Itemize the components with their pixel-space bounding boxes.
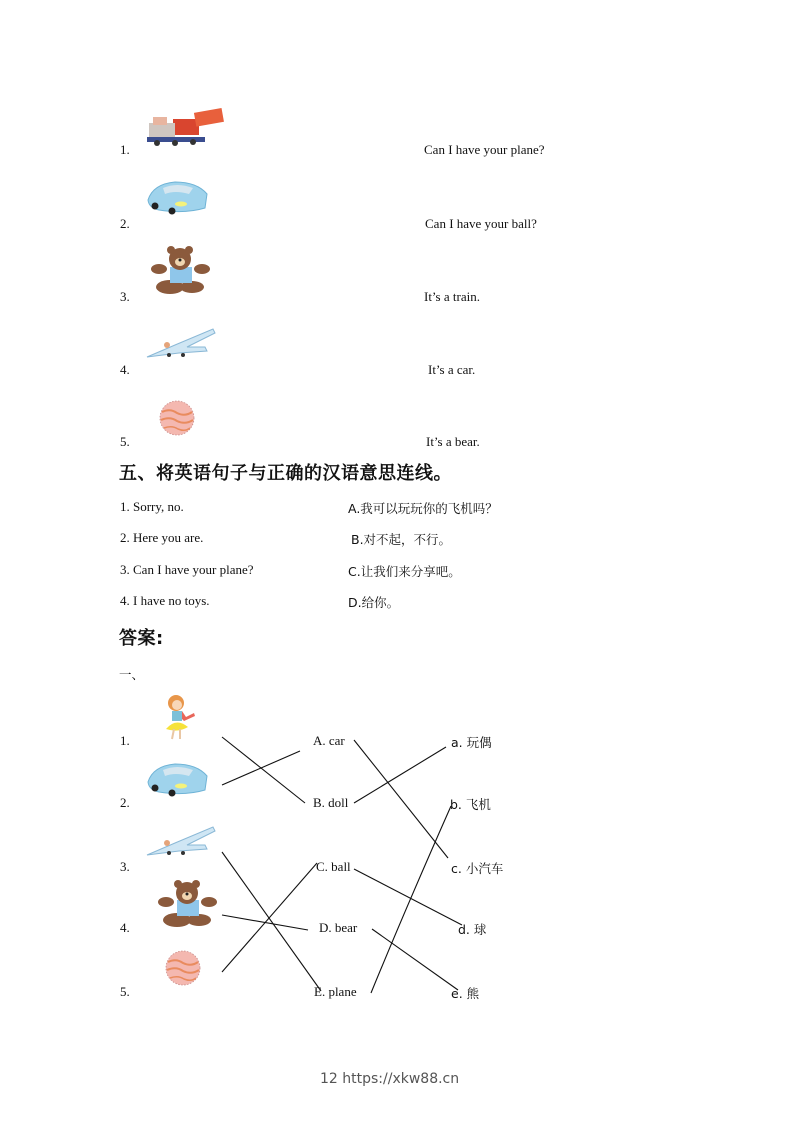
line-3-to-E xyxy=(222,852,321,991)
sentence: It’s a bear. xyxy=(426,434,480,449)
chinese-meaning: D.给你。 xyxy=(348,595,400,610)
item-number: 4. xyxy=(120,362,130,377)
plane-icon xyxy=(145,825,217,859)
car-icon xyxy=(145,178,211,216)
chinese-word: a. 玩偶 xyxy=(451,735,492,750)
answers-title: 答案: xyxy=(119,628,164,649)
answer-number: 4. xyxy=(120,920,130,935)
line-C-to-d xyxy=(354,869,462,925)
line-E-to-b xyxy=(371,806,451,993)
chinese-word: c. 小汽车 xyxy=(451,861,504,876)
sentence: Can I have your plane? xyxy=(424,142,545,157)
english-sentence: 2. Here you are. xyxy=(120,530,204,545)
chinese-word: b. 飞机 xyxy=(450,797,491,812)
ball-icon xyxy=(164,950,202,986)
english-sentence: 4. I have no toys. xyxy=(120,593,210,608)
english-word: A. car xyxy=(313,733,345,748)
plane-icon xyxy=(145,327,217,361)
english-word: E. plane xyxy=(314,984,357,999)
english-word: D. bear xyxy=(319,920,358,935)
chinese-word: d. 球 xyxy=(458,922,487,937)
line-4-to-D xyxy=(222,915,308,930)
bear-icon xyxy=(157,880,217,928)
sentence: Can I have your ball? xyxy=(425,216,537,231)
line-A-to-c xyxy=(354,740,448,858)
chinese-meaning: A.我可以玩玩你的飞机吗？ xyxy=(348,501,498,516)
sentence: It’s a car. xyxy=(428,362,476,377)
item-number: 5. xyxy=(120,434,130,449)
line-2-to-A xyxy=(222,751,300,785)
english-sentence: 3. Can I have your plane? xyxy=(120,562,254,577)
line-D-to-e xyxy=(372,929,458,990)
chinese-meaning: C.让我们来分享吧。 xyxy=(348,564,461,579)
answer-number: 5. xyxy=(120,984,130,999)
chinese-meaning: B.对不起，不行。 xyxy=(351,532,452,547)
answer-number: 3. xyxy=(120,859,130,874)
english-sentence: 1. Sorry, no. xyxy=(120,499,184,514)
sentence: It’s a train. xyxy=(424,289,480,304)
item-number: 2. xyxy=(120,216,130,231)
answer-part-label: 一、 xyxy=(119,667,145,682)
section-title: 五、将英语句子与正确的汉语意思连线。 xyxy=(119,463,452,484)
line-B-to-a xyxy=(354,747,446,803)
english-word: C. ball xyxy=(316,859,351,874)
bear-icon xyxy=(150,245,210,295)
answer-number: 2. xyxy=(120,795,130,810)
train-icon xyxy=(145,105,227,147)
chinese-word: e. 熊 xyxy=(451,986,480,1001)
line-5-to-C xyxy=(222,863,317,972)
item-number: 1. xyxy=(120,142,130,157)
ball-icon xyxy=(158,400,196,436)
line-1-to-B xyxy=(222,737,305,803)
item-number: 3. xyxy=(120,289,130,304)
page-footer: 12 https://xkw88.cn xyxy=(320,1071,460,1087)
doll-icon xyxy=(160,693,200,741)
english-word: B. doll xyxy=(313,795,349,810)
car-icon xyxy=(145,760,211,798)
answer-number: 1. xyxy=(120,733,130,748)
